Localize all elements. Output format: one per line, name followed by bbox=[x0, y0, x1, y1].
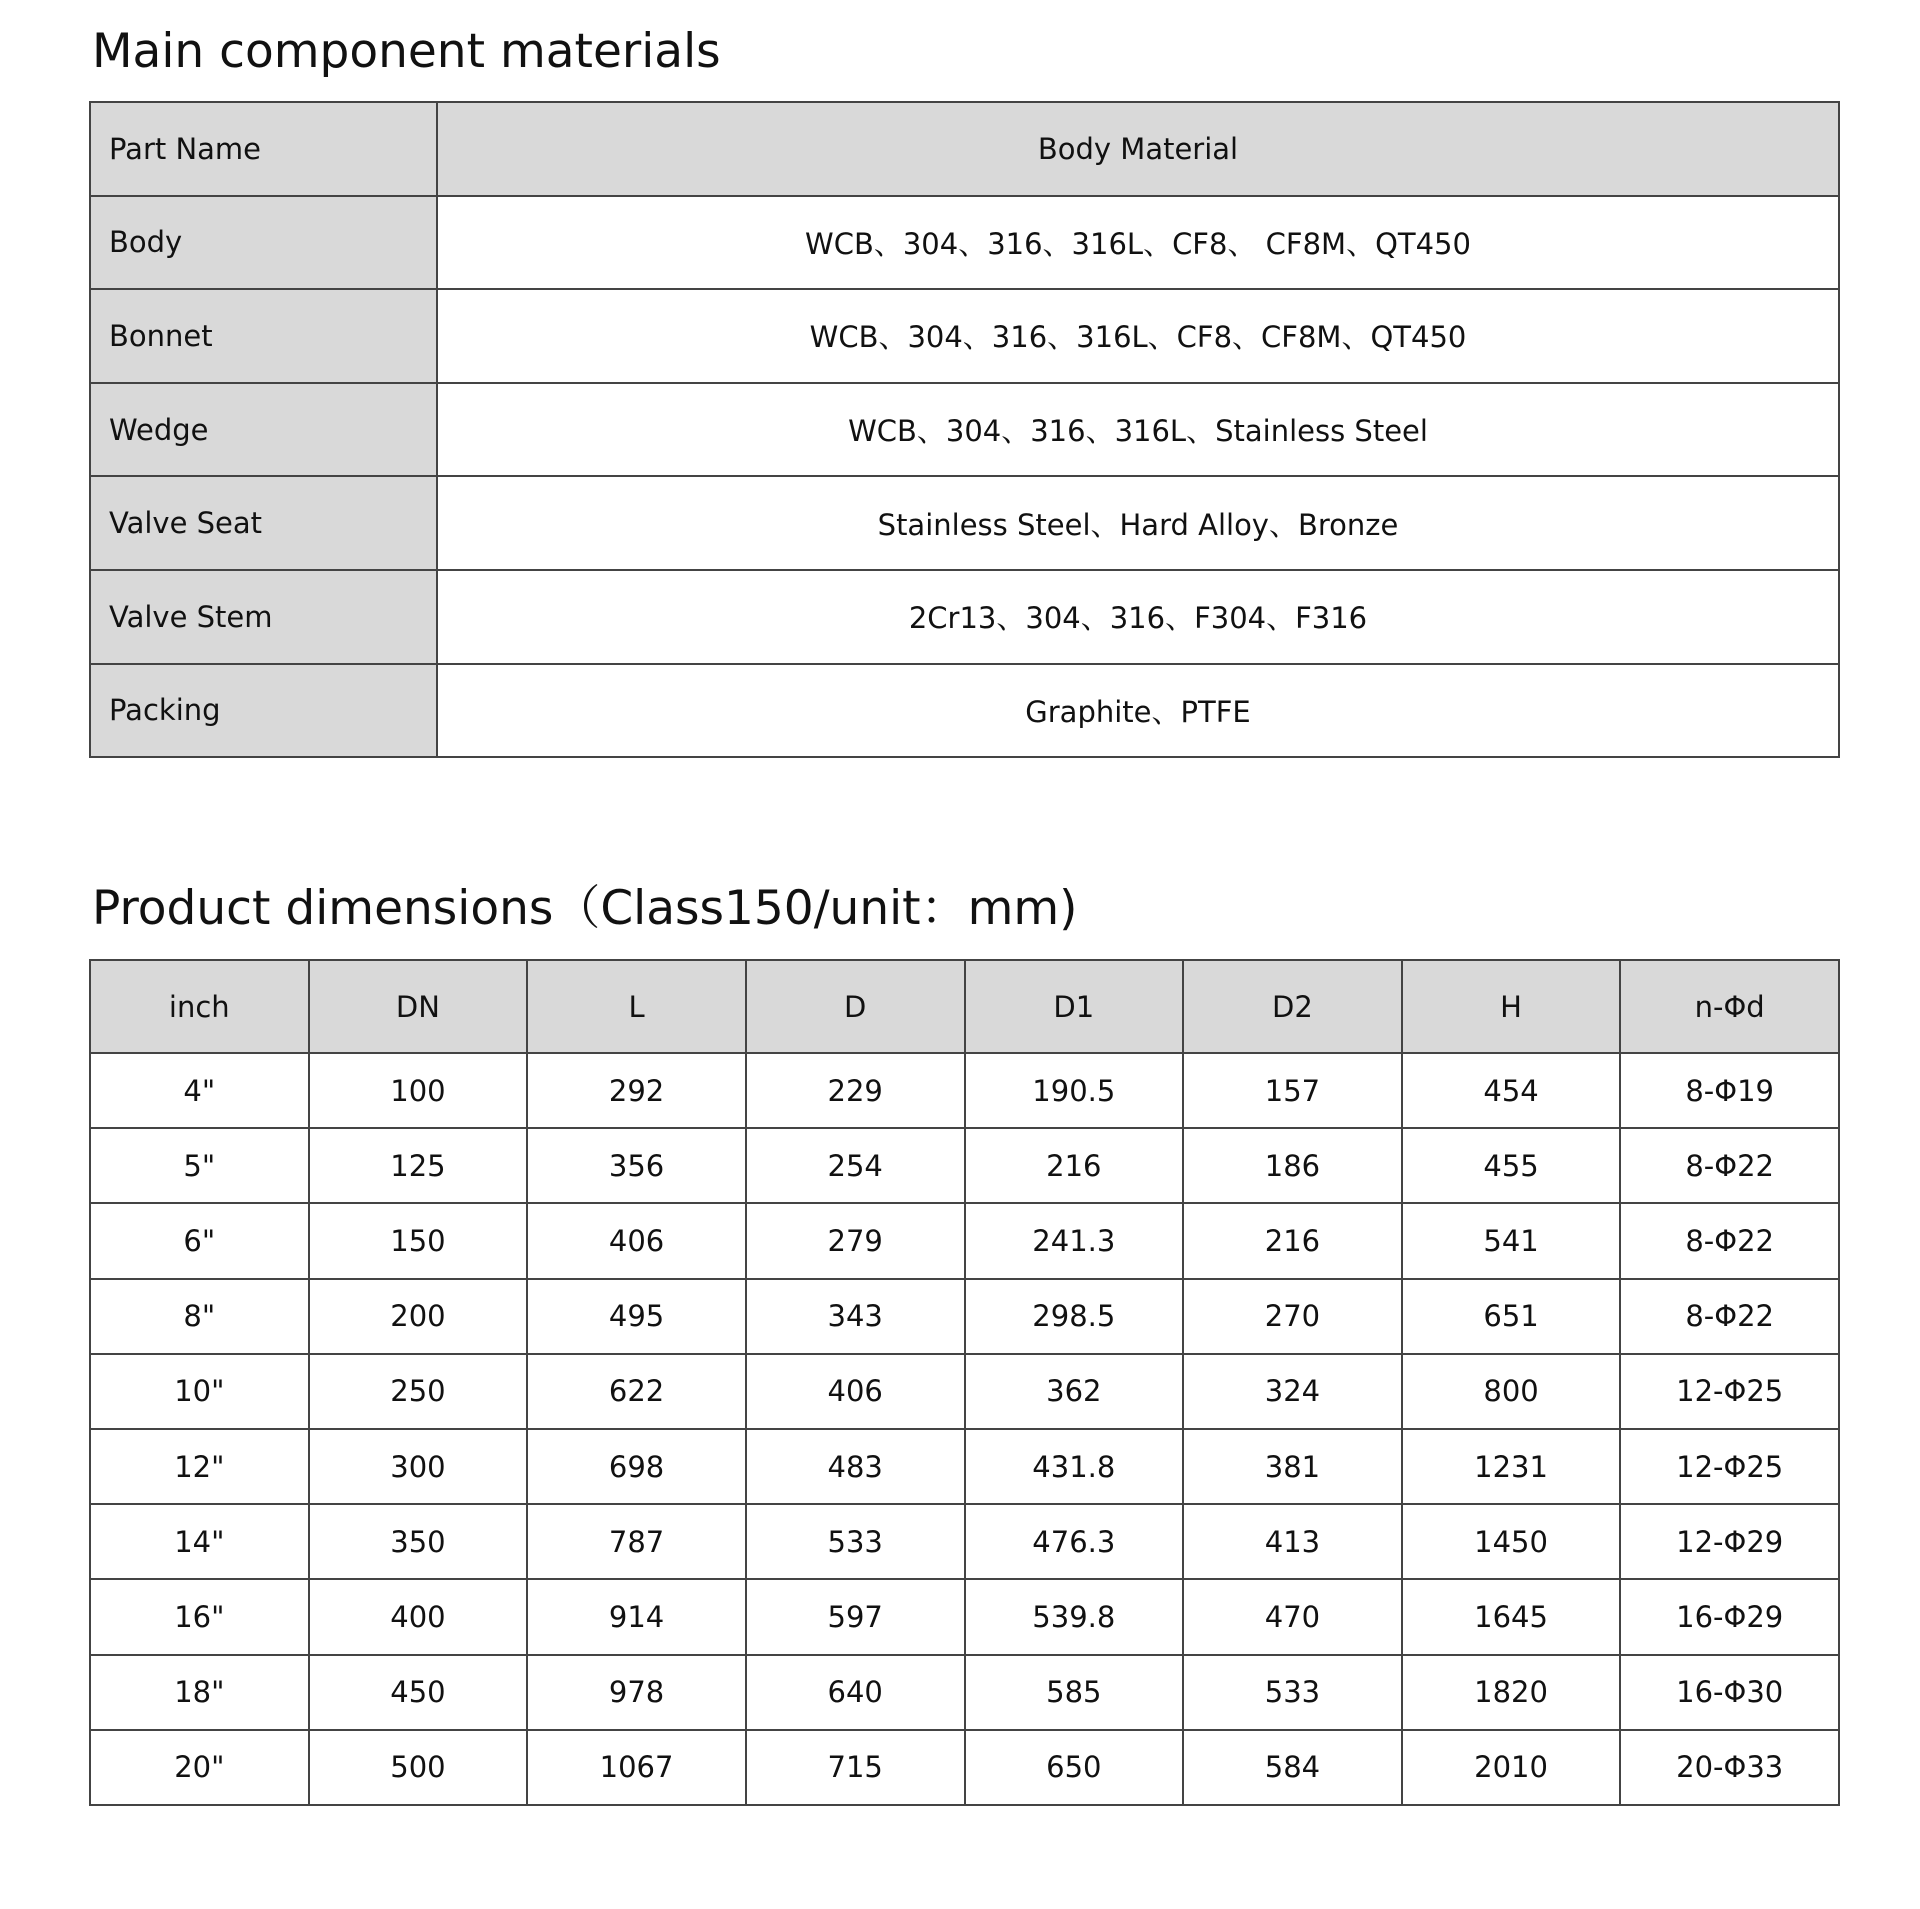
cell-inch: 14" bbox=[90, 1504, 309, 1579]
material-cell: Graphite、PTFE bbox=[437, 664, 1839, 758]
dimensions-body bbox=[90, 1053, 1839, 1805]
column-header-d2: D2 bbox=[1183, 960, 1402, 1053]
table-row bbox=[90, 476, 1839, 570]
cell-l: 787 bbox=[527, 1504, 746, 1579]
cell-d2: 413 bbox=[1183, 1504, 1402, 1579]
cell-n-phi-d: 12-Φ29 bbox=[1620, 1504, 1839, 1579]
cell-n-phi-d: 8-Φ22 bbox=[1620, 1203, 1839, 1278]
table-row bbox=[90, 1730, 1839, 1805]
column-header-inch: inch bbox=[90, 960, 309, 1053]
cell-d: 254 bbox=[746, 1128, 965, 1203]
cell-d2: 584 bbox=[1183, 1730, 1402, 1805]
cell-h: 1450 bbox=[1402, 1504, 1621, 1579]
table-row bbox=[90, 289, 1839, 383]
cell-l: 292 bbox=[527, 1053, 746, 1128]
cell-n-phi-d: 8-Φ22 bbox=[1620, 1279, 1839, 1354]
dimensions-header-row bbox=[90, 960, 1839, 1053]
table-row bbox=[90, 1053, 1839, 1128]
cell-dn: 250 bbox=[309, 1354, 528, 1429]
table-row bbox=[90, 1655, 1839, 1730]
materials-header-part: Part Name bbox=[90, 102, 437, 196]
part-name-cell: Valve Stem bbox=[90, 570, 437, 664]
cell-d1: 241.3 bbox=[965, 1203, 1184, 1278]
cell-dn: 400 bbox=[309, 1579, 528, 1654]
table-row bbox=[90, 1579, 1839, 1654]
dimensions-table bbox=[89, 959, 1840, 1806]
cell-d2: 157 bbox=[1183, 1053, 1402, 1128]
cell-d2: 381 bbox=[1183, 1429, 1402, 1504]
cell-d2: 470 bbox=[1183, 1579, 1402, 1654]
column-header-dn: DN bbox=[309, 960, 528, 1053]
table-row bbox=[90, 1279, 1839, 1354]
cell-d1: 362 bbox=[965, 1354, 1184, 1429]
column-header-h: H bbox=[1402, 960, 1621, 1053]
cell-inch: 10" bbox=[90, 1354, 309, 1429]
cell-l: 1067 bbox=[527, 1730, 746, 1805]
table-row bbox=[90, 1128, 1839, 1203]
cell-h: 1645 bbox=[1402, 1579, 1621, 1654]
cell-d: 715 bbox=[746, 1730, 965, 1805]
cell-inch: 16" bbox=[90, 1579, 309, 1654]
table-row bbox=[90, 1203, 1839, 1278]
cell-h: 2010 bbox=[1402, 1730, 1621, 1805]
cell-d1: 539.8 bbox=[965, 1579, 1184, 1654]
material-cell: WCB、304、316、316L、CF8、 CF8M、QT450 bbox=[437, 196, 1839, 290]
table-row bbox=[90, 1354, 1839, 1429]
material-cell: Stainless Steel、Hard Alloy、Bronze bbox=[437, 476, 1839, 570]
cell-l: 622 bbox=[527, 1354, 746, 1429]
cell-n-phi-d: 16-Φ30 bbox=[1620, 1655, 1839, 1730]
cell-inch: 8" bbox=[90, 1279, 309, 1354]
dimensions-section-title: Product dimensions（Class150/unit：mm) bbox=[92, 881, 1078, 936]
cell-l: 698 bbox=[527, 1429, 746, 1504]
cell-h: 800 bbox=[1402, 1354, 1621, 1429]
column-header-d: D bbox=[746, 960, 965, 1053]
part-name-cell: Packing bbox=[90, 664, 437, 758]
material-cell: WCB、304、316、316L、CF8、CF8M、QT450 bbox=[437, 289, 1839, 383]
cell-h: 1820 bbox=[1402, 1655, 1621, 1730]
cell-n-phi-d: 20-Φ33 bbox=[1620, 1730, 1839, 1805]
cell-dn: 125 bbox=[309, 1128, 528, 1203]
column-header-n-phi-d: n-Φd bbox=[1620, 960, 1839, 1053]
materials-header-material: Body Material bbox=[437, 102, 1839, 196]
cell-inch: 12" bbox=[90, 1429, 309, 1504]
cell-inch: 4" bbox=[90, 1053, 309, 1128]
cell-d: 279 bbox=[746, 1203, 965, 1278]
cell-dn: 150 bbox=[309, 1203, 528, 1278]
cell-d: 229 bbox=[746, 1053, 965, 1128]
cell-n-phi-d: 12-Φ25 bbox=[1620, 1429, 1839, 1504]
cell-dn: 300 bbox=[309, 1429, 528, 1504]
materials-table bbox=[89, 101, 1840, 758]
cell-d2: 216 bbox=[1183, 1203, 1402, 1278]
materials-header-row bbox=[90, 102, 1839, 196]
cell-dn: 350 bbox=[309, 1504, 528, 1579]
column-header-l: L bbox=[527, 960, 746, 1053]
cell-d: 406 bbox=[746, 1354, 965, 1429]
cell-h: 541 bbox=[1402, 1203, 1621, 1278]
cell-d: 640 bbox=[746, 1655, 965, 1730]
cell-inch: 5" bbox=[90, 1128, 309, 1203]
table-row bbox=[90, 196, 1839, 290]
cell-l: 406 bbox=[527, 1203, 746, 1278]
cell-h: 455 bbox=[1402, 1128, 1621, 1203]
cell-d: 483 bbox=[746, 1429, 965, 1504]
column-header-d1: D1 bbox=[965, 960, 1184, 1053]
cell-d2: 186 bbox=[1183, 1128, 1402, 1203]
cell-l: 978 bbox=[527, 1655, 746, 1730]
materials-section-title: Main component materials bbox=[92, 24, 721, 79]
cell-d: 343 bbox=[746, 1279, 965, 1354]
cell-n-phi-d: 16-Φ29 bbox=[1620, 1579, 1839, 1654]
cell-n-phi-d: 8-Φ22 bbox=[1620, 1128, 1839, 1203]
cell-d2: 324 bbox=[1183, 1354, 1402, 1429]
material-cell: 2Cr13、304、316、F304、F316 bbox=[437, 570, 1839, 664]
part-name-cell: Body bbox=[90, 196, 437, 290]
cell-dn: 500 bbox=[309, 1730, 528, 1805]
cell-l: 495 bbox=[527, 1279, 746, 1354]
cell-dn: 100 bbox=[309, 1053, 528, 1128]
cell-d: 597 bbox=[746, 1579, 965, 1654]
table-row bbox=[90, 1429, 1839, 1504]
cell-d2: 533 bbox=[1183, 1655, 1402, 1730]
table-row bbox=[90, 383, 1839, 477]
cell-d1: 476.3 bbox=[965, 1504, 1184, 1579]
cell-d2: 270 bbox=[1183, 1279, 1402, 1354]
part-name-cell: Valve Seat bbox=[90, 476, 437, 570]
cell-l: 356 bbox=[527, 1128, 746, 1203]
table-row bbox=[90, 570, 1839, 664]
cell-d1: 585 bbox=[965, 1655, 1184, 1730]
cell-inch: 6" bbox=[90, 1203, 309, 1278]
cell-d1: 298.5 bbox=[965, 1279, 1184, 1354]
cell-d1: 650 bbox=[965, 1730, 1184, 1805]
cell-n-phi-d: 12-Φ25 bbox=[1620, 1354, 1839, 1429]
cell-d1: 216 bbox=[965, 1128, 1184, 1203]
cell-d1: 431.8 bbox=[965, 1429, 1184, 1504]
cell-d: 533 bbox=[746, 1504, 965, 1579]
cell-h: 651 bbox=[1402, 1279, 1621, 1354]
cell-d1: 190.5 bbox=[965, 1053, 1184, 1128]
cell-n-phi-d: 8-Φ19 bbox=[1620, 1053, 1839, 1128]
cell-inch: 20" bbox=[90, 1730, 309, 1805]
cell-h: 1231 bbox=[1402, 1429, 1621, 1504]
cell-h: 454 bbox=[1402, 1053, 1621, 1128]
material-cell: WCB、304、316、316L、Stainless Steel bbox=[437, 383, 1839, 477]
table-row bbox=[90, 664, 1839, 758]
cell-l: 914 bbox=[527, 1579, 746, 1654]
table-row bbox=[90, 1504, 1839, 1579]
part-name-cell: Wedge bbox=[90, 383, 437, 477]
cell-inch: 18" bbox=[90, 1655, 309, 1730]
cell-dn: 450 bbox=[309, 1655, 528, 1730]
cell-dn: 200 bbox=[309, 1279, 528, 1354]
part-name-cell: Bonnet bbox=[90, 289, 437, 383]
